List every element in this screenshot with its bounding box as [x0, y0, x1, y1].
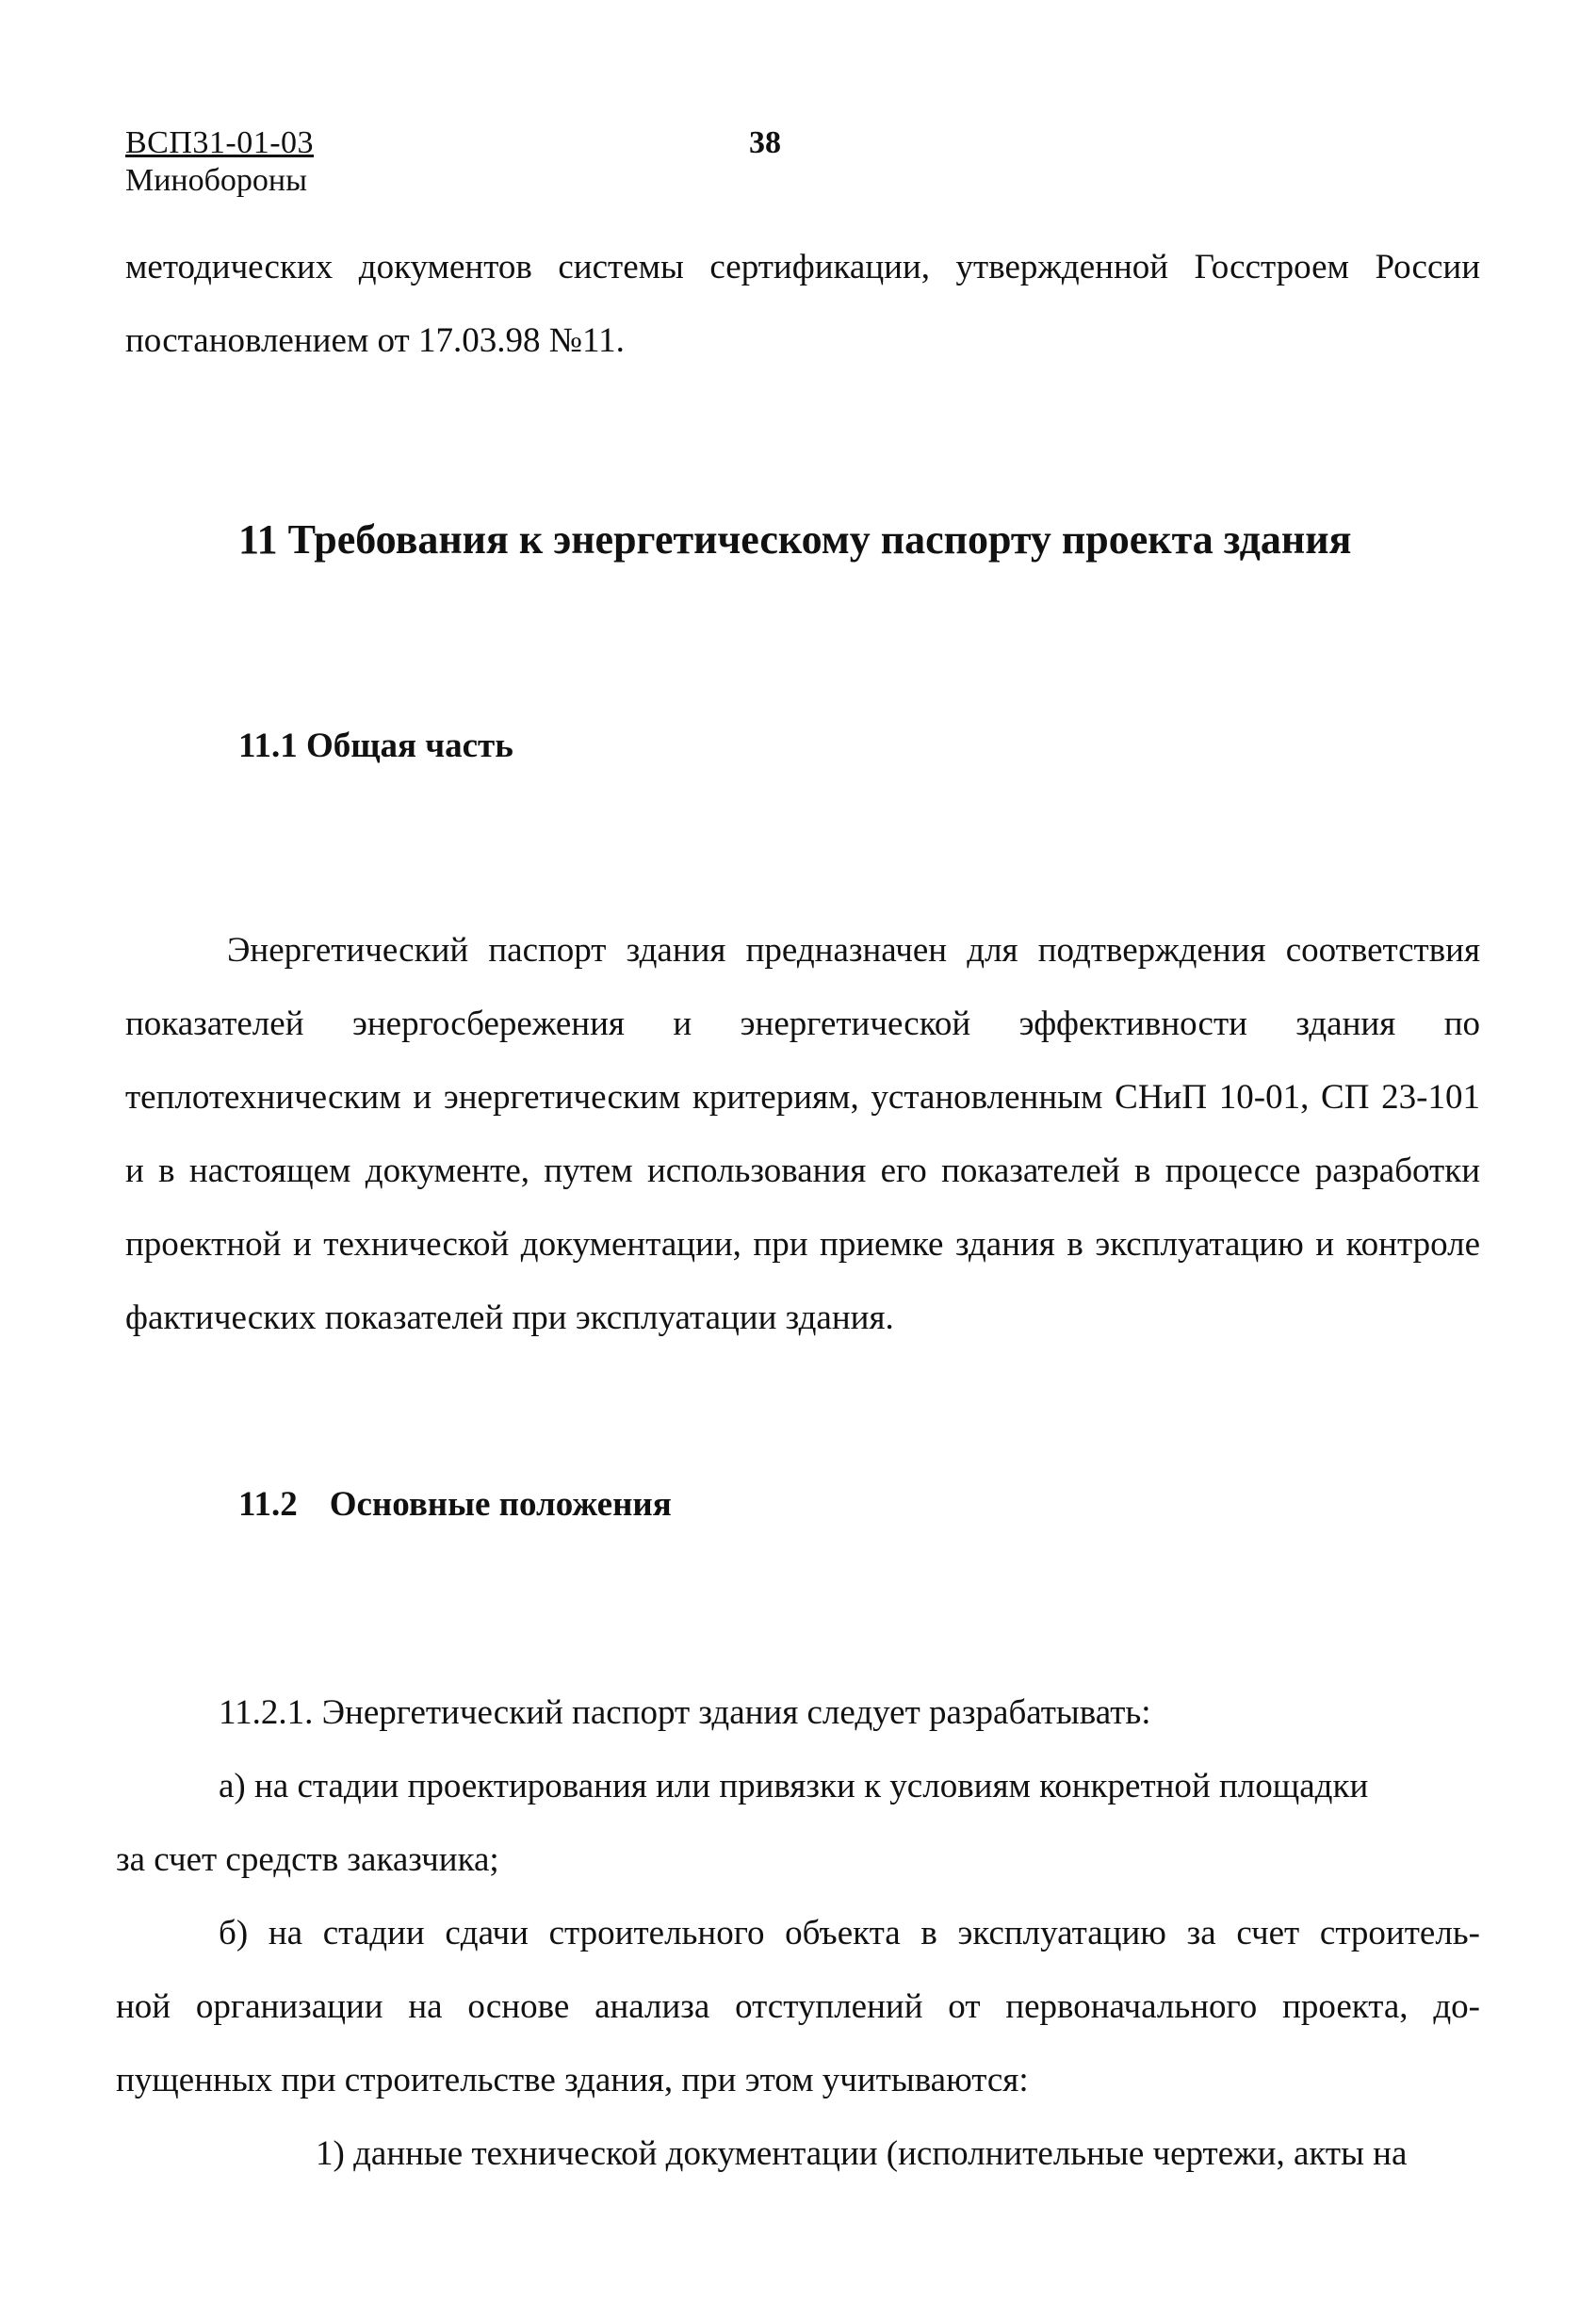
section-11-2-heading: [238, 1484, 672, 1526]
section-11-heading: 11 Требования к энергетическому паспорту проекта здания: [238, 516, 1352, 563]
document-code: ВСП31-01-03: [125, 125, 315, 160]
item-1-line-1: 1) данные технической документации (исполнительные чертежи, акты на: [316, 2134, 1408, 2173]
page-number: 38: [749, 125, 781, 160]
item-b-line-1: б) на стадии сдачи строительного объекта в эксплуатацию за счет строитель-: [219, 1914, 1480, 1952]
section-11-1-heading: 11.1 Общая часть: [238, 727, 513, 765]
item-b-line-3: пущенных при строительстве здания, при этом учитываются:: [116, 2061, 1029, 2099]
item-a-line-2: за счет средств заказчика;: [116, 1840, 499, 1879]
organization-name: Минобороны: [125, 163, 307, 198]
item-b-line-2: ной организации на основе анализа отступлений от первоначального проекта, до-: [116, 1987, 1480, 2026]
intro-paragraph: методических документов системы сертификации, утвержденной Госстроем России постановлением от 17.03.98 №11.: [125, 248, 1480, 360]
section-11-2-number: 11.2: [238, 1485, 298, 1524]
section-11-2-name: Основные положения: [329, 1485, 672, 1524]
item-11-2-1: 11.2.1. Энергетический паспорт здания следует разрабатывать:: [219, 1693, 1151, 1732]
item-a-line-1: а) на стадии проектирования или привязки к условиям конкретной площадки: [219, 1767, 1369, 1805]
section-11-1-paragraph: Энергетический паспорт здания предназначен для подтверждения соответствия показателей энергосбережения и энергетической эффективности здания по теплотехническим и энергетическим критериям, установленным СНиП 10-01, СП 23-101 и в настоящем документе, путем использования его показателей в процессе разработки проектной и технической документации, при приемке здания в эксплуатацию и контроле фактических показателей при эксплуатации здания.: [125, 931, 1480, 1337]
